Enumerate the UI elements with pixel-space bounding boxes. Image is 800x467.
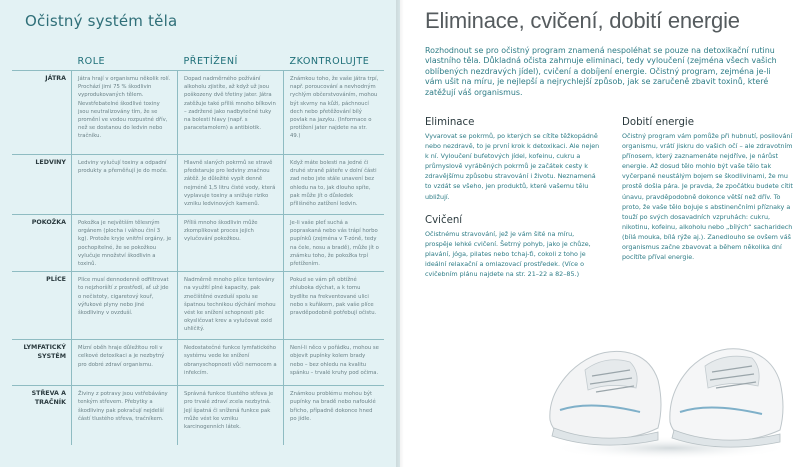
table-row — [12, 386, 384, 446]
left-sneaker — [550, 351, 661, 445]
table-header-empty — [12, 52, 72, 71]
sneakers-image — [540, 300, 790, 460]
table-row — [12, 340, 384, 386]
table-cell: Játra hrají v organismu několik rolí. Prochází jimi 75 % škodlivin vyprodukovaných tělem. Nevstřebatelné škodlivé toxiny jsou neutralizovány tím, že se promění ve vodou rozpustné dřív, než se dostanou do ledvin nebo tračníku. — [72, 71, 178, 155]
intro-paragraph: Rozhodnout se pro očistný program znamená nespoléhat se pouze na detoxikační rutinu vlastního těla. Důkladná očista zahrnuje eliminaci, tedy vyloučení (zejména všech vašich oblíbených nezdravých jídel), cvičení a dobíjení energie. Očistný program, zejména je-li vám ušit na míru, je nejlepší a nejrychlejší způsob, jak se zaručeně zbavit toxinů, které zatěžují váš organismus. — [425, 46, 777, 97]
left-page-title: Očistný systém těla — [25, 12, 178, 30]
table-cell: Je-li vaše pleť suchá a popraskaná nebo vás trápí horbo pupínků (zejména v T-zóně, tedy na čele, nosu a bradě), může jít o známku toho, že pokožka trpí přetížením. — [284, 215, 385, 272]
table-cell: Dopad nadměrného požívání alkoholu zjistíte, až když už jsou poškozeny dvě třetiny jater. Játra zatěžuje také příliš mnoho bílkovin – zadržené jako nadbytečné tuky na bolesti hlavy (např. s paracetamolem) a antibiotik. — [178, 71, 284, 155]
table-header-check: ZKONTROLUJTE — [284, 52, 385, 71]
row-label-skin: POKOŽKA — [12, 215, 72, 272]
energy-body: Očistný program vám pomůže při hubnutí, posilování organismu, vrátí jiskru do vašich očí – ale zdravotním přínosem, který zaznamenáte nejdříve, je nárůst energie. Až dosud tělo mohlo být vaše tělo tak vyčerpané neustálým bojem se škodlivinami, že mu prostě došla pára. Je pravda, že zpočátku budete cítit únavu, pravděpodobně dokonce větší než dřív. To proto, že vaše tělo bojuje s abstinenčními příznaky a touží po svých dosavadních vzpruhách: cukru, nikotinu, kofeinu, alkoholu nebo „bílých“ sacharidech (bílá mouka, bílá rýže aj.). Zanedlouho se ovšem váš organismus začne zbavovat a během několika dní pocítíte příval energie. — [622, 132, 793, 262]
table-header-row — [12, 52, 384, 71]
table-row — [12, 71, 384, 155]
table-cell: Příliš mnoho škodlivin může zkomplikovat proces jejich vylučování pokožkou. — [178, 215, 284, 272]
right-sneaker — [670, 349, 783, 447]
table-cell: Hlavně slaných pokrmů se stravě předstaruje pro ledviny značnou zátěž. Je důležité vypít denně nejméně 1,5 litru čisté vody, která vyplavuje toxiny a snižuje riziko vzniku ledvinových kamenů. — [178, 155, 284, 215]
table-cell: Pokud se vám při obtížné zhluboka dýchat, a k tomu bydlíte na frekventované ulici nebo s kuřákem, pak vaše plíce pravděpodobně potřebují očistu. — [284, 272, 385, 340]
table-header-overload: PŘETÍŽENÍ — [178, 52, 284, 71]
table-cell: Známkou toho, že vaše játra trpí, např. poroucování a nevhodným rychlým občerstvováním, mohou být skvrny na kůži, páchnoucí dech nebo přetěžování bílý povlak na jazyku. (Informace o protížení jater najdete na str. 49.) — [284, 71, 385, 155]
energy-heading: Dobití energie — [622, 117, 695, 128]
section-exercise — [425, 215, 603, 279]
exercise-heading: Cvičení — [425, 215, 463, 226]
table-row — [12, 215, 384, 272]
table-cell: Plíce musí dennodenně odfiltrovat to nejzhoršítí z prostředí, ať už jde o nečistoty, cigaretový kouř, výfukové plyny nebo jiné škodliviny v ovzduší. — [72, 272, 178, 340]
table-cell: Ledviny vylučují toxiny a odpadní produkty a přeměňují je do moče. — [72, 155, 178, 215]
table-header-role: ROLE — [72, 52, 178, 71]
section-energy — [622, 117, 794, 262]
row-label-lymphatic: LYMFATICKÝ SYSTÉM — [12, 340, 72, 386]
section-elimination — [425, 117, 603, 202]
table-cell: Nadměrně mnoho plíce tentovány na využití plné kapacity, pak znečištěné ovzduší spolu se špatnou technikou dýchání mohou vést ke snížení schopnosti plic okysličovat krev a vylučovat oxid uhličitý. — [178, 272, 284, 340]
table-cell: Nedostatečné funkce lymfatického systému vede ke snížení obranyschopnosti vůči nemocem a infekcím. — [178, 340, 284, 386]
elimination-heading: Eliminace — [425, 117, 475, 128]
elimination-body: Vyvarovat se pokrmů, po kterých se cítíte těžkopádně nebo nezdravě, to je první krok k detoxikaci. Ale nejen k ní. Vyloučení bufetových jídel, kofeinu, cukru a průmyslově vyráběných pokrmů je začátek cesty k zdravějšímu způsobu stravování i životu. Neznamená to vzdát se všeho, jen produktů, které vašemu tělu ubližují. — [425, 132, 600, 201]
book-gutter — [396, 0, 404, 467]
cleansing-system-table — [12, 52, 384, 445]
row-label-kidneys: LEDVINY — [12, 155, 72, 215]
table-row — [12, 272, 384, 340]
table-cell: Správná funkce tlustého střeva je pro trvalé zdraví zcela nezbytná. Její špatná či snížená funkce pak může vést ke vzniku karcinogenních látek. — [178, 386, 284, 446]
table-row — [12, 155, 384, 215]
table-cell: Když máte bolesti na jedné či druhé straně páteře v dolní části zad nebo jste stále unavení bez ohledu na to, jak dlouho spíte, pak může jít o důsledek přílišného zatížení ledvin. — [284, 155, 385, 215]
row-label-lungs: PLÍCE — [12, 272, 72, 340]
right-page-title: Eliminace, cvičení, dobití energie — [425, 8, 740, 33]
table-cell: Není-li něco v pořádku, mohou se objevit pupínky kolem brady nebo – bez ohledu na kvalitu spánku – trvalé kruhy pod očima. — [284, 340, 385, 386]
table-cell: Pokožka je největším tělesným orgánem (plocha i váhou činí 3 kg). Protože kryje vnitřní orgány, je pochopitelné, že se pokožkou vylučuje množství škodlivin a toxinů. — [72, 215, 178, 272]
table-cell: Mízní oběh hraje důležitou roli v celkové detoxikaci a je nezbytný pro dobré zdraví organismu. — [72, 340, 178, 386]
exercise-body: Očistnému stravování, jež je vám šité na míru, prospěje lehké cvičení. Šetrný pohyb, jako je chůze, plavání, jóga, pilates nebo tchaj-ťi, cokoli z toho je ideální relaxační a omlazovací prostředek. (Více o cvičebním plánu najdete na str. 21–22 a 82–85.) — [425, 230, 591, 279]
row-label-liver: JÁTRA — [12, 71, 72, 155]
table-cell: Živiny z potravy jsou vstřebávány tenkým střevem. Přebytky a škodliviny pak pokračují nejdelší částí tlustého střeva, tračníkem. — [72, 386, 178, 446]
table-cell: Známkou problému mohou být pupínky na bradě nebo nafouklé břicho, případně dokonce hned po jídle. — [284, 386, 385, 446]
row-label-intestine: STŘEVA A TRAČNÍK — [31, 390, 66, 406]
